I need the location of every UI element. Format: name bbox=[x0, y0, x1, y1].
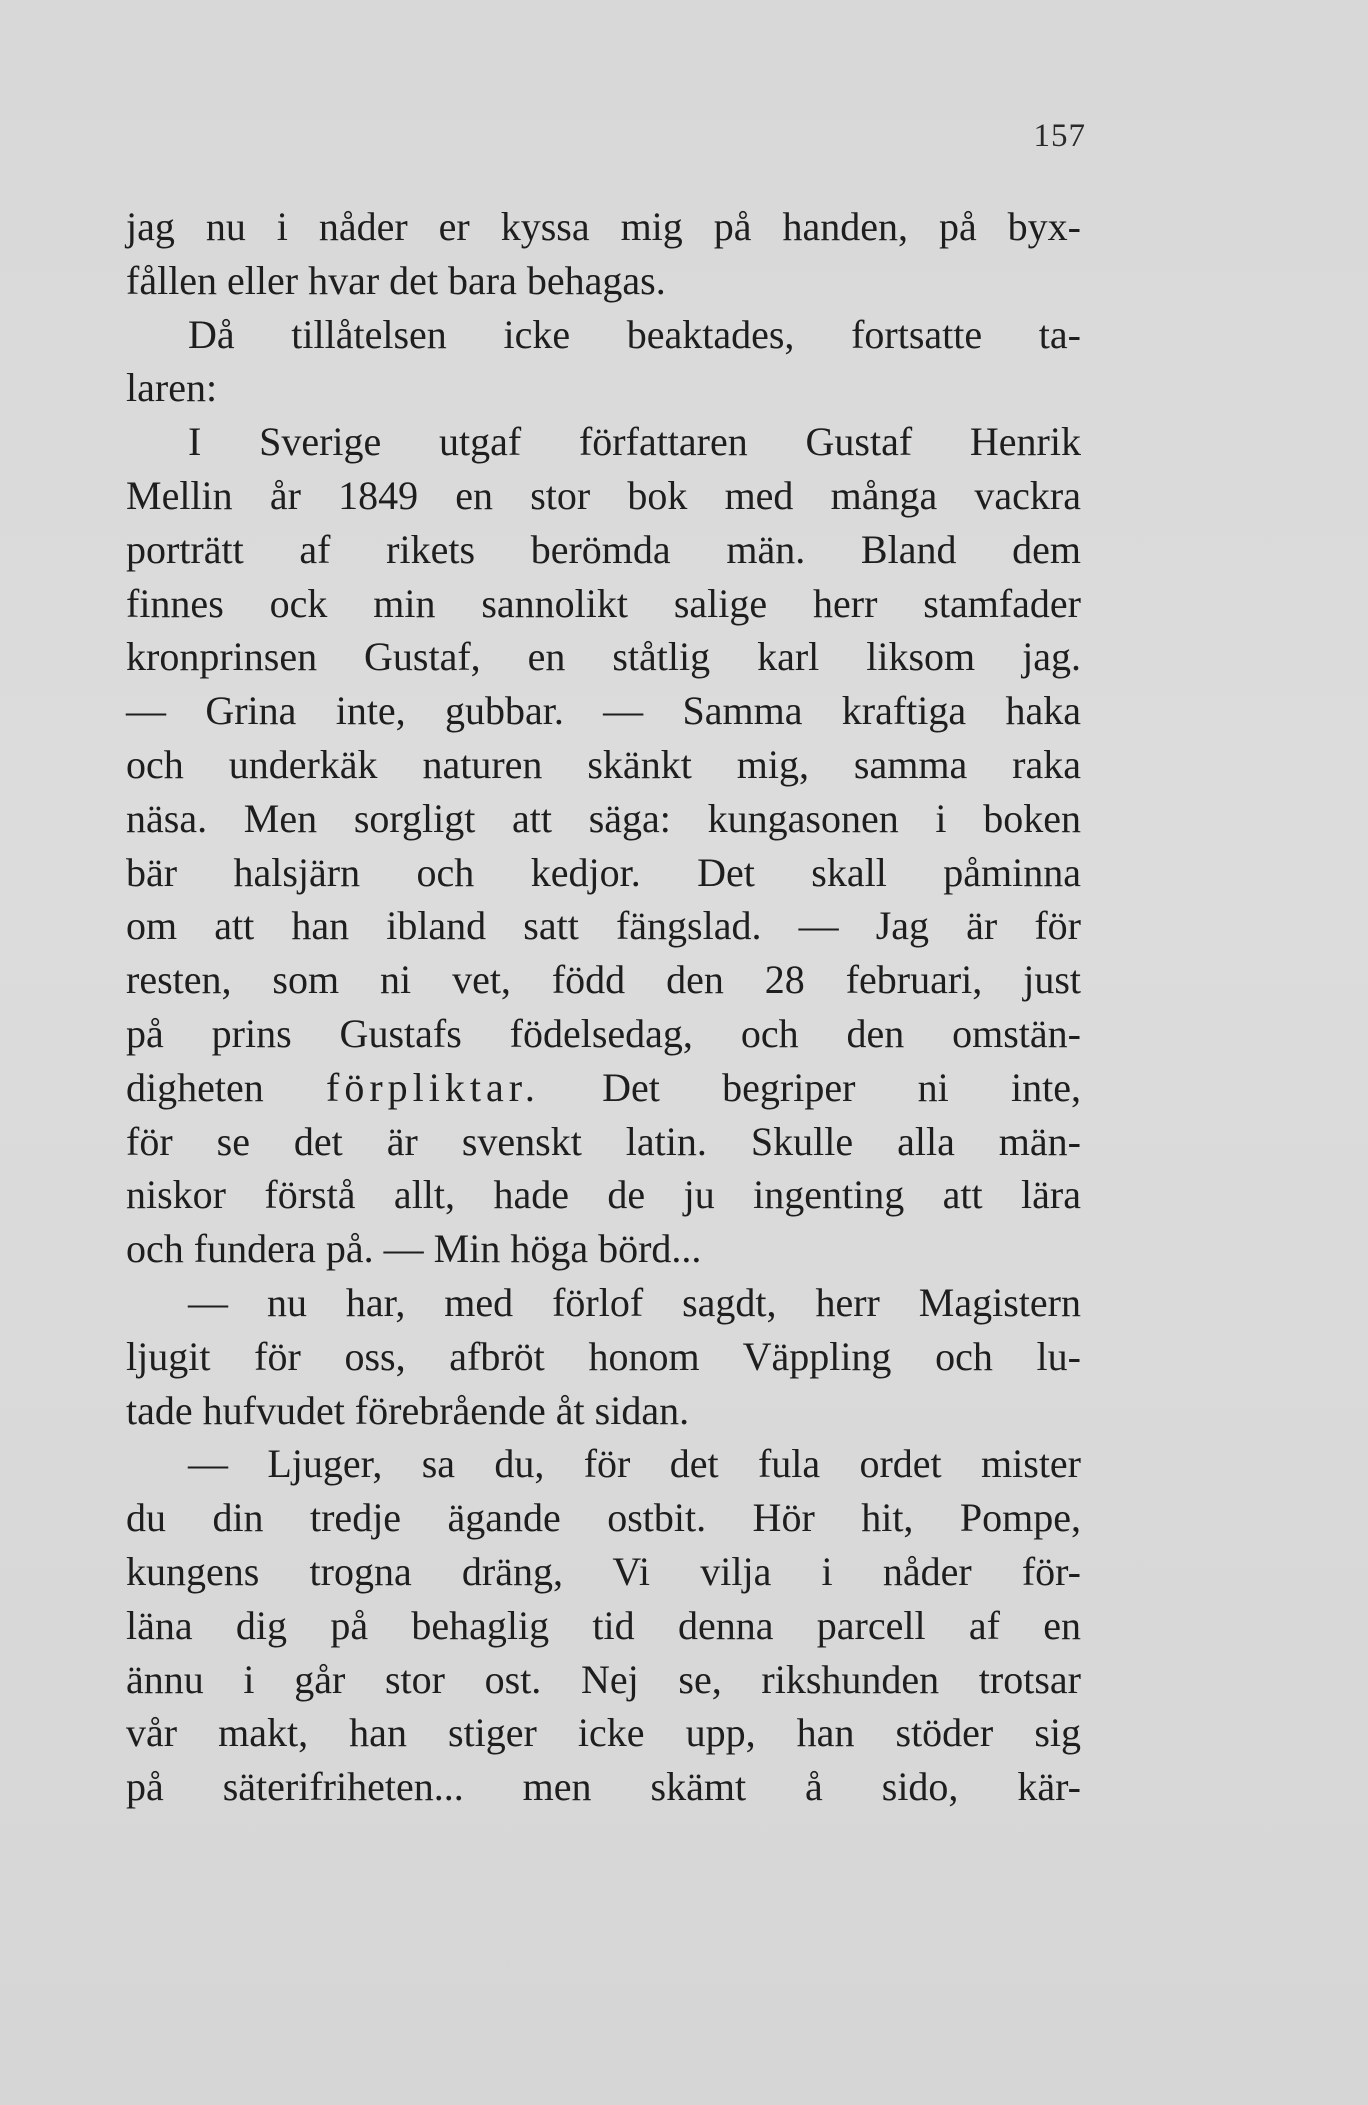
text-line: och fundera på. — Min höga börd... bbox=[126, 1226, 702, 1272]
text-line: läna dig på behaglig tid denna parcell af en bbox=[126, 1602, 1081, 1648]
text-line: fållen eller hvar det bara behagas. bbox=[126, 257, 666, 303]
text-line: resten, som ni vet, född den 28 februari, just bbox=[126, 957, 1081, 1003]
text-line: — Grina inte, gubbar. — Samma kraftiga haka bbox=[126, 688, 1081, 734]
text-line: jag nu i nåder er kyssa mig på handen, på byx- bbox=[126, 204, 1081, 249]
text-line: ännu i går stor ost. Nej se, rikshunden trotsar bbox=[126, 1656, 1081, 1702]
text-line: kronprinsen Gustaf, en ståtlig karl liksom jag. bbox=[126, 634, 1081, 680]
text-line: digheten förpliktar. Det begriper ni inte, bbox=[126, 1064, 1082, 1110]
page-number: 157 bbox=[1033, 118, 1086, 154]
text-line: vår makt, han stiger icke upp, han stöder sig bbox=[126, 1710, 1081, 1756]
text-line: för se det är svenskt latin. Skulle alla män- bbox=[126, 1118, 1081, 1164]
text-line: på prins Gustafs födelsedag, och den omstän- bbox=[126, 1010, 1081, 1056]
text-line: om att han ibland satt fängslad. — Jag är för bbox=[126, 903, 1081, 949]
text-line: du din tredje ägande ostbit. Hör hit, Pompe, bbox=[126, 1495, 1081, 1541]
spaced-emphasis: förpliktar. bbox=[326, 1064, 540, 1110]
text-line: på säterifriheten... men skämt å sido, kär- bbox=[126, 1764, 1081, 1810]
text-line: tade hufvudet förebrående åt sidan. bbox=[126, 1387, 690, 1433]
text-line: laren: bbox=[126, 365, 218, 411]
text-line: och underkäk naturen skänkt mig, samma raka bbox=[126, 741, 1081, 787]
text-line: Mellin år 1849 en stor bok med många vackra bbox=[126, 472, 1081, 518]
text-line: ljugit för oss, afbröt honom Väppling och lu- bbox=[126, 1333, 1081, 1379]
body-text bbox=[126, 200, 1081, 1814]
text-line: porträtt af rikets berömda män. Bland dem bbox=[126, 526, 1081, 572]
text-line: bär halsjärn och kedjor. Det skall påminna bbox=[126, 849, 1081, 895]
text-line: niskor förstå allt, hade de ju ingenting att lära bbox=[126, 1172, 1081, 1218]
text-line: näsa. Men sorgligt att säga: kungasonen i boken bbox=[126, 795, 1081, 841]
text-line: I Sverige utgaf författaren Gustaf Henrik bbox=[188, 419, 1081, 465]
text-line: Då tillåtelsen icke beaktades, fortsatte ta- bbox=[188, 311, 1081, 357]
text-line: finnes ock min sannolikt salige herr stamfader bbox=[126, 580, 1081, 626]
text-line: — Ljuger, sa du, för det fula ordet mister bbox=[188, 1441, 1081, 1487]
text-line: — nu har, med förlof sagdt, herr Magistern bbox=[188, 1279, 1081, 1325]
text-line: kungens trogna dräng, Vi vilja i nåder för- bbox=[126, 1548, 1081, 1594]
